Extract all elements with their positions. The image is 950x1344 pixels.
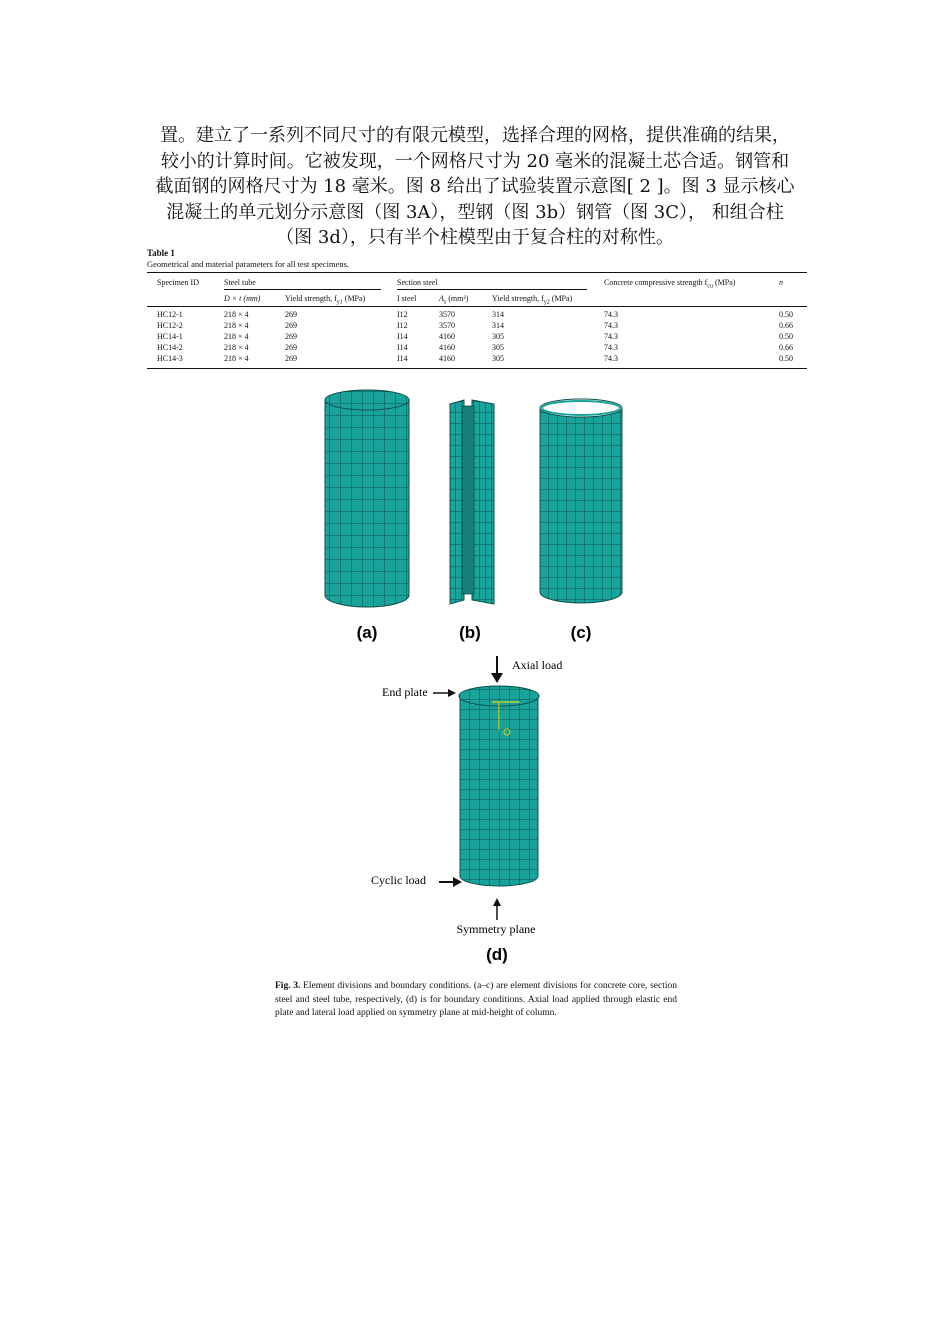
table-top-rule — [147, 272, 807, 273]
table-cell-steel: I12 — [397, 321, 408, 330]
table-cell-fy1: 269 — [285, 343, 297, 352]
header-as: $A_s$ (mm²) — [439, 294, 469, 306]
caption-text: Element divisions and boundary conditions. (a–c) are element divisions for concrete core, section steel and steel tube, respectively, (d) is for boundary conditions. Axial load applied through elastic end plate and lateral load applied on symmetry plane at mid-height of column. — [275, 981, 677, 1018]
body-paragraph — [140, 123, 810, 251]
paragraph-line-5: （图 3d），只有半个柱模型由于复合柱的对称性。 — [276, 227, 674, 248]
header-n: n — [779, 278, 783, 287]
table-cell-id: HC12-2 — [157, 321, 183, 330]
cyclic-load-arrow-icon — [439, 877, 462, 887]
table-cell-n: 0.66 — [779, 343, 793, 352]
axial-load-arrow-icon — [491, 656, 503, 683]
header-section-steel: Section steel — [397, 278, 438, 287]
header-yield2: Yield strength, $f_{y2}$ (MPa) — [492, 294, 573, 306]
paragraph-line-3: 截面钢的网格尺寸为 18 毫米。图 8 给出了试验装置示意图[ 2 ]。图 3 显示核心 — [155, 176, 795, 197]
table-cell-fy2: 305 — [492, 354, 504, 363]
table-cell-n: 0.50 — [779, 354, 793, 363]
concrete-core-mesh — [325, 390, 409, 607]
table-cell-fy1: 269 — [285, 310, 297, 319]
table-cell-fy1: 269 — [285, 321, 297, 330]
table-cell-steel: I14 — [397, 354, 408, 363]
table-cell-dt: 218 × 4 — [224, 310, 249, 319]
figure-caption — [275, 980, 677, 1021]
header-dt: D × t (mm) — [224, 294, 261, 303]
table-title: Table 1 — [147, 248, 175, 258]
header-concrete: Concrete compressive strength $f_{cu}$ (MPa) — [604, 278, 736, 290]
table-cell-fy1: 269 — [285, 332, 297, 341]
table-cell-as: 3570 — [439, 321, 455, 330]
table-cell-fcu: 74.3 — [604, 343, 618, 352]
header-i-steel: I steel — [397, 294, 417, 303]
table-cell-steel: I12 — [397, 310, 408, 319]
parameters-table — [147, 272, 807, 370]
table-header-rule — [147, 306, 807, 307]
table-bottom-rule — [147, 368, 807, 369]
table-cell-as: 4160 — [439, 343, 455, 352]
table-cell-steel: I14 — [397, 343, 408, 352]
table-cell-fy2: 314 — [492, 310, 504, 319]
paragraph-line-4: 混凝土的单元划分示意图（图 3A），型钢（图 3b）钢管（图 3C）， 和组合柱 — [166, 201, 784, 223]
table-cell-fcu: 74.3 — [604, 332, 618, 341]
table-cell-dt: 218 × 4 — [224, 354, 249, 363]
table-cell-n: 0.66 — [779, 321, 793, 330]
paragraph-line-1: 置。建立了一系列不同尺寸的有限元模型，选择合理的网格，提供准确的结果， — [160, 125, 790, 146]
annotation-cyclic-load: Cyclic load — [371, 873, 426, 887]
table-cell-as: 4160 — [439, 354, 455, 363]
table-cell-dt: 218 × 4 — [224, 332, 249, 341]
table-cell-id: HC14-1 — [157, 332, 183, 341]
annotation-axial-load: Axial load — [512, 658, 563, 672]
table-subtitle: Geometrical and material parameters for all test specimens. — [147, 259, 350, 269]
section-steel-rule — [397, 289, 587, 290]
composite-column-mesh — [459, 686, 539, 886]
table-cell-steel: I14 — [397, 332, 408, 341]
table-cell-dt: 218 × 4 — [224, 343, 249, 352]
annotation-symmetry-plane: Symmetry plane — [456, 922, 536, 936]
label-c: (c) — [570, 623, 592, 642]
symmetry-plane-arrow-icon — [493, 898, 501, 920]
label-d: (d) — [486, 945, 508, 964]
table-cell-fcu: 74.3 — [604, 321, 618, 330]
steel-tube-mesh — [540, 399, 622, 603]
caption-lead: Fig. 3. — [275, 981, 301, 991]
annotation-end-plate: End plate — [382, 685, 428, 699]
header-specimen-id: Specimen ID — [157, 278, 199, 287]
table-cell-as: 3570 — [439, 310, 455, 319]
header-yield1: Yield strength, $f_{y1}$ (MPa) — [285, 294, 366, 306]
steel-tube-rule — [224, 289, 381, 290]
table-cell-as: 4160 — [439, 332, 455, 341]
table-cell-n: 0.50 — [779, 310, 793, 319]
table-cell-fy2: 305 — [492, 343, 504, 352]
table-cell-fy1: 269 — [285, 354, 297, 363]
paragraph-line-2: 较小的计算时间。它被发现，一个网格尺寸为 20 毫米的混凝土芯合适。钢管和 — [160, 150, 790, 172]
table-cell-fcu: 74.3 — [604, 354, 618, 363]
end-plate-arrow-icon — [433, 689, 456, 697]
table-cell-dt: 218 × 4 — [224, 321, 249, 330]
label-a: (a) — [356, 623, 378, 642]
header-steel-tube: Steel tube — [224, 278, 256, 287]
table-cell-n: 0.50 — [779, 332, 793, 341]
section-steel-mesh — [450, 400, 494, 604]
table-cell-id: HC14-2 — [157, 343, 183, 352]
table-cell-id: HC14-3 — [157, 354, 183, 363]
table-cell-fy2: 314 — [492, 321, 504, 330]
table-cell-fy2: 305 — [492, 332, 504, 341]
label-b: (b) — [459, 623, 481, 642]
figure-3 — [0, 380, 950, 980]
table-cell-fcu: 74.3 — [604, 310, 618, 319]
table-cell-id: HC12-1 — [157, 310, 183, 319]
